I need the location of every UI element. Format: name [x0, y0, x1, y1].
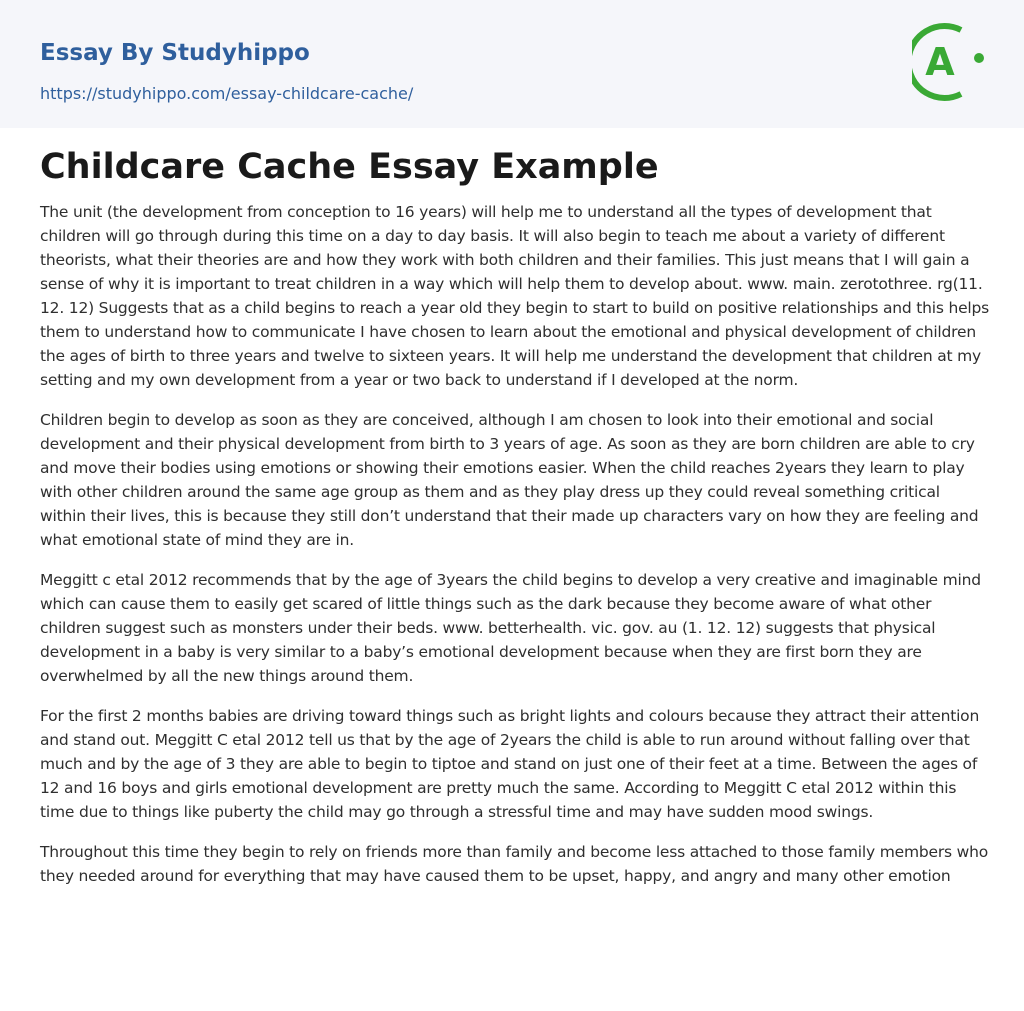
essay-paragraph: The unit (the development from conception to 16 years) will help me to understand all the types of development that children will go through during this time on a day to day basis. It will also begin to teach me about a variety of different theorists, what their theories are and how they work with both children and their families. This just means that I will gain a sense of why it is important to treat children in a way which will help them to develop about. www. main. zerotothree. rg(11. 12. 12) Suggests that as a child begins to reach a year old they begin to start to build on positive relationships and this helps them to understand how to communicate I have chosen to learn about the emotional and physical development of children the ages of birth to three years and twelve to sixteen years. It will help me understand the development that children at my setting and my own development from a year or two back to understand if I developed at the norm.	[40, 203, 990, 389]
essay-paragraph: Throughout this time they begin to rely on friends more than family and become less attached to those family members who they needed around for everything that may have caused them to be upset, happy, and angry and many other emotion	[40, 843, 988, 885]
site-header	[0, 0, 1024, 128]
site-title-link[interactable]: Essay By Studyhippo	[40, 40, 310, 66]
essay-paragraph: Meggitt c etal 2012 recommends that by the age of 3years the child begins to develop a very creative and imaginable mind which can cause them to easily get scared of little things such as the dark because they become aware of what other children suggest such as monsters under their beds. www. betterhealth. vic. gov. au (1. 12. 12) suggests that physical development in a baby is very similar to a baby’s emotional development because when they are first born they are overwhelmed by all the new things around them.	[40, 571, 981, 685]
logo-letter: A	[925, 40, 955, 84]
studyhippo-logo-icon[interactable]	[912, 19, 986, 105]
article	[40, 142, 990, 904]
essay-paragraph: Children begin to develop as soon as they are conceived, although I am chosen to look into their emotional and social development and their physical development from birth to 3 years of age. As soon as they are born children are able to cry and move their bodies using emotions or showing their emotions easier. When the child reaches 2years they learn to play with other children around the same age group as them and as they play dress up they could reveal something critical within their lives, this is because they still don’t understand that their made up characters vary on how they are feeling and what emotional state of mind they are in.	[40, 411, 979, 549]
logo-dot	[974, 53, 984, 63]
page-title: Childcare Cache Essay Example	[40, 147, 659, 187]
essay-paragraph: For the first 2 months babies are driving toward things such as bright lights and colours because they attract their attention and stand out. Meggitt C etal 2012 tell us that by the age of 2years the child is able to run around without falling over that much and by the age of 3 they are able to begin to tiptoe and stand on just one of their feet at a time. Between the ages of 12 and 16 boys and girls emotional development are pretty much the same. According to Meggitt C etal 2012 within this time due to things like puberty the child may go through a stressful time and may have sudden mood swings.	[40, 707, 980, 821]
essay-url-link[interactable]: https://studyhippo.com/essay-childcare-cache/	[40, 84, 414, 103]
